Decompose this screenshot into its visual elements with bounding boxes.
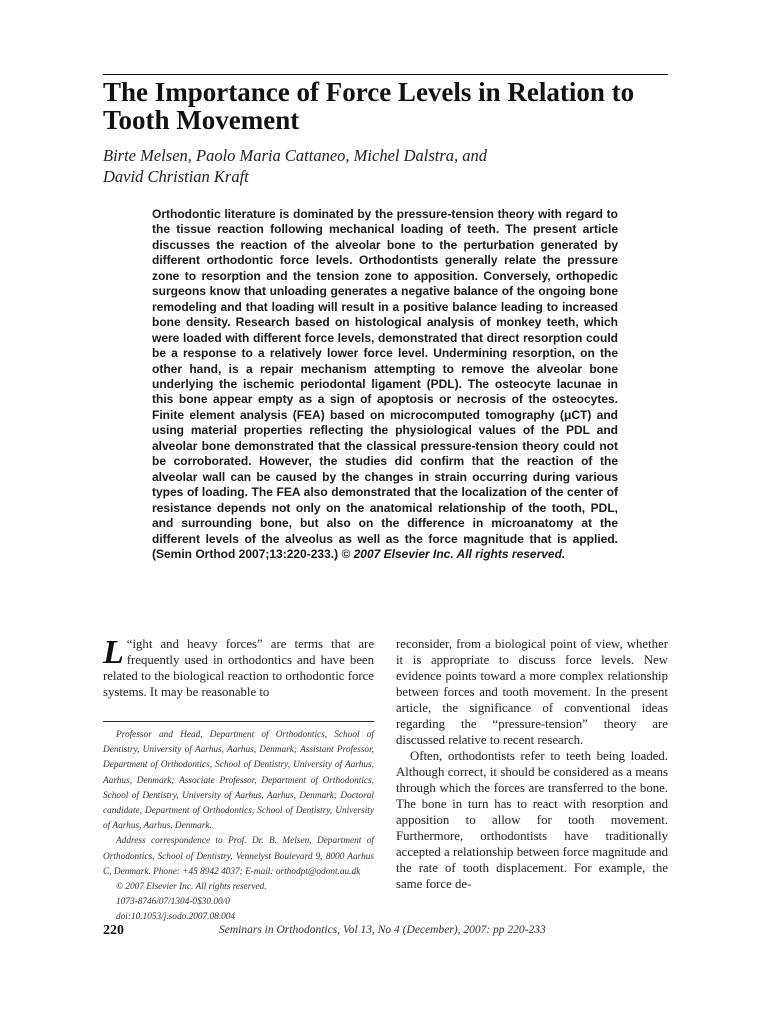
abstract-text: Orthodontic literature is dominated by the pressure-tension theory with regard to the tissue reaction following mechanical loading of teeth. The present article discusses the reaction of the alveolar bone to the perturbation generated by different orthodontic force levels. Orthodontists generally relate the pressure zone to resorption and the tension zone to apposition. Conversely, orthopedic surgeons know that unloading generates a negative balance of the ongoing bone remodeling and that loading will result in a positive balance leading to increased bone density. Research based on histological analysis of monkey teeth, which were loaded with different force levels, demonstrated that direct resorption could be a response to a relatively lower force level. Undermining resorption, on the other hand, is a repair mechanism attempting to remove the alveolar bone underlying the ischemic periodontal ligament (PDL). The osteocyte lacunae in this bone appear empty as a sign of apoptosis or necrosis of the osteocytes. Finite element analysis (FEA) based on microcomputed tomography (μCT) and using material properties reflecting the physiological values of the PDL and alveolar bone demonstrated that the classical pressure-tension theory could not be corroborated. However, the studies did confirm that the reaction of the alveolar wall can be caused by the changes in strain occurring during various types of loading. The FEA also demonstrated that the localization of the center of resistance depends not only on the anatomical relationship of the tooth, PDL, and surrounding bone, but also on the difference in microanatomy at the different levels of the alveolus as well as the force magnitude that is applied. <box>152 207 618 546</box>
abstract-citation: (Semin Orthod 2007;13:220-233.) <box>152 546 339 561</box>
abstract <box>152 207 618 562</box>
article-title <box>103 78 678 134</box>
left-column <box>103 636 374 700</box>
footnote-affiliations: Professor and Head, Department of Orthodontics, School of Dentistry, University of Aarhus, Aarhus, Denmark; Assistant Professor, Department of Orthodontics, School of Dentistry, University of Aarhus, Aarhus, Denmark; Associate Professor, Department of Orthodontics, School of Dentistry, University of Aarhus, Aarhus, Denmark; Doctoral candidate, Department of Orthodontics, School of Dentistry, University of Aarhus, Aarhus, Denmark. <box>103 730 374 832</box>
title-line-2: Tooth Movement <box>103 105 300 135</box>
body-paragraph-2: Often, orthodontists refer to teeth being loaded. Although correct, it should be considered as a means through which the forces are transferred to the bone. The bone in turn has to react with resorption and apposition to allow for tooth movement. Furthermore, orthodontists have traditionally accepted a relationship between force magnitude and the rate of tooth displacement. For example, the same force de- <box>396 749 668 891</box>
page-footer <box>103 923 668 941</box>
footnotes <box>103 728 374 926</box>
author-list <box>103 145 663 187</box>
footnote-correspondence: Address correspondence to Prof. Dr. B. Melsen, Department of Orthodontics, School of Dentistry, Vennelyst Boulevard 9, 8000 Aarhus C, Denmark. Phone: +45 8942 4037; E-mail: orthodpt@odont.au.dk <box>103 836 374 877</box>
footnote-doi: doi:10.1053/j.sodo.2007.08.004 <box>116 912 236 923</box>
journal-citation: Seminars in Orthodontics, Vol 13, No 4 (December), 2007: pp 220-233 <box>219 924 546 936</box>
footnote-issn: 1073-8746/07/1304-0$30.00/0 <box>116 897 230 908</box>
right-column <box>396 636 668 892</box>
intro-text: ight and heavy forces” are terms that are frequently used in orthodontics and have been related to the biological reaction to orthodontic force systems. It may be reasonable to <box>103 637 374 699</box>
footnote-copyright: © 2007 Elsevier Inc. All rights reserved. <box>116 882 267 893</box>
authors-line-2: David Christian Kraft <box>103 167 249 186</box>
authors-line-1: Birte Melsen, Paolo Maria Cattaneo, Michel Dalstra, and <box>103 146 488 165</box>
drop-cap: L <box>103 634 124 671</box>
top-rule <box>103 74 668 75</box>
abstract-rights: © 2007 Elsevier Inc. All rights reserved. <box>341 546 566 561</box>
title-line-1: The Importance of Force Levels in Relation to <box>103 77 635 107</box>
open-quote: “ <box>126 637 133 651</box>
body-paragraph-1: reconsider, from a biological point of view, whether it is appropriate to discuss force levels. New evidence points toward a more complex relationship between forces and tooth movement. In the present article, the significance of conventional ideas regarding the “pressure-tension” theory are discussed relative to recent research. <box>396 637 668 747</box>
page-number: 220 <box>103 923 124 938</box>
footnote-rule <box>103 721 374 722</box>
intro-paragraph <box>103 636 374 700</box>
